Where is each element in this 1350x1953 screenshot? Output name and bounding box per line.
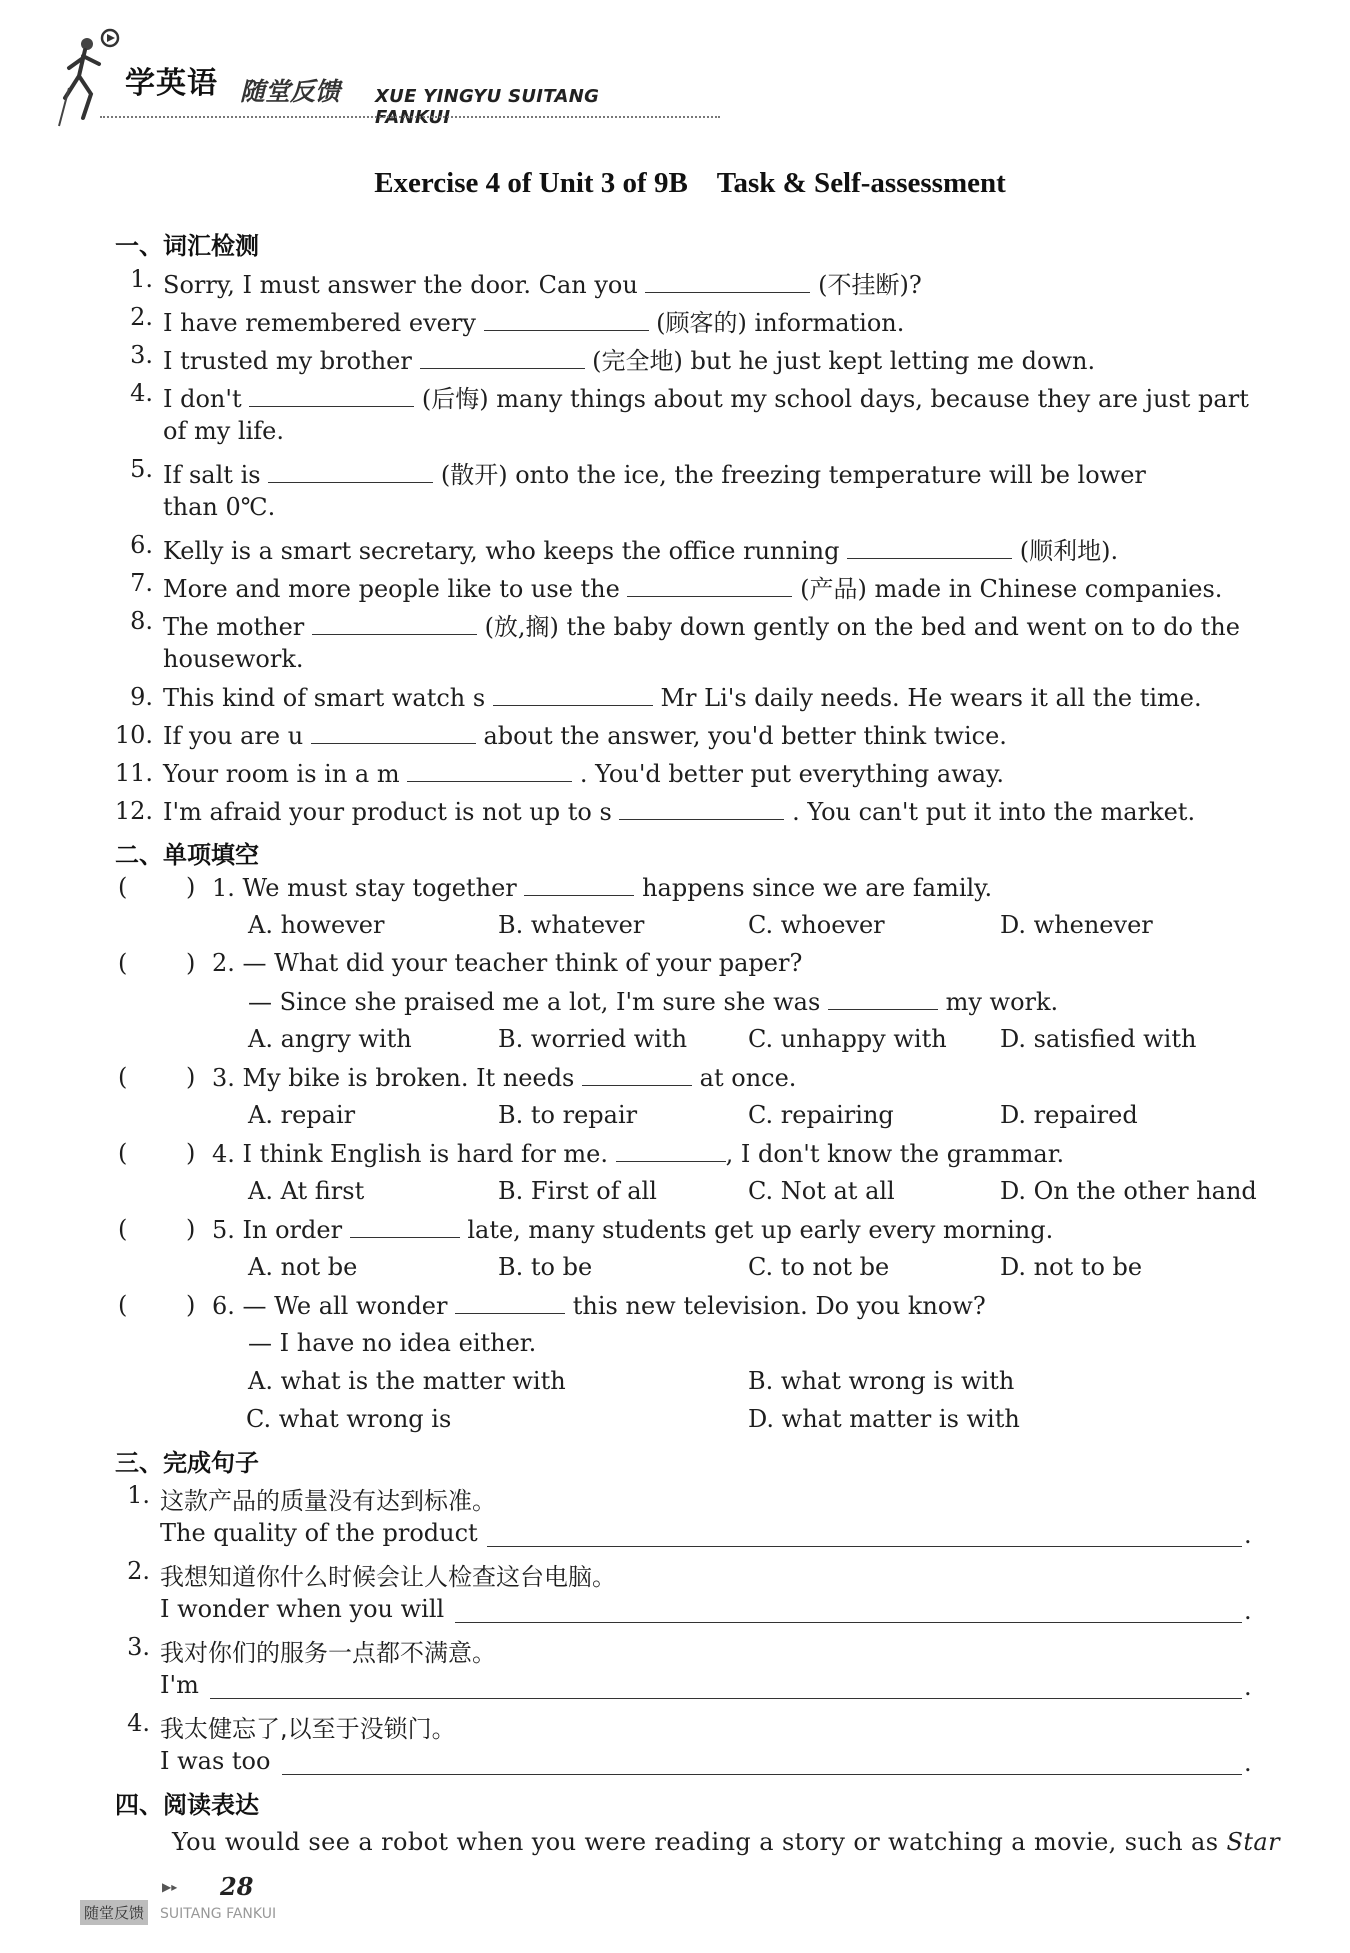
mc-question-4 xyxy=(212,1139,1064,1168)
question-text: 4. I think English is hard for me. xyxy=(212,1140,609,1168)
mc-question-6-reply: — I have no idea either. xyxy=(248,1329,537,1357)
answer-paren-close: ) xyxy=(186,1139,196,1167)
complete-cn-1: 这款产品的质量没有达到标准。 xyxy=(160,1487,496,1515)
answer-paren-open: ( xyxy=(118,1063,128,1091)
answer-blank[interactable] xyxy=(350,1215,460,1238)
item-hint: (完全地) but he just kept letting me down. xyxy=(592,347,1096,375)
period: . xyxy=(1244,1597,1252,1625)
option-a[interactable]: A. angry with xyxy=(248,1025,412,1053)
vocab-item-12 xyxy=(163,797,1195,826)
complete-cn-4: 我太健忘了,以至于没锁门。 xyxy=(160,1715,456,1743)
item-text: Kelly is a smart secretary, who keeps the office running xyxy=(163,537,840,565)
option-b[interactable]: B. to be xyxy=(498,1253,593,1281)
item-number: 12. xyxy=(114,797,153,825)
answer-paren-open: ( xyxy=(118,1215,128,1243)
answer-blank[interactable] xyxy=(268,460,433,483)
reading-text: You would see a robot when you were reading a story or watching a movie, such as xyxy=(172,1828,1219,1856)
reading-italic: Star xyxy=(1226,1828,1280,1856)
mc-question-5 xyxy=(212,1215,1053,1244)
item-continuation: of my life. xyxy=(163,417,284,445)
item-hint: (不挂断)? xyxy=(818,271,922,299)
option-a[interactable]: A. not be xyxy=(248,1253,358,1281)
option-c[interactable]: C. what wrong is xyxy=(246,1405,452,1433)
vocab-item-1 xyxy=(163,265,922,300)
item-continuation: housework. xyxy=(163,645,304,673)
item-hint: Mr Li's daily needs. He wears it all the time. xyxy=(660,684,1202,712)
question-text: — Since she praised me a lot, I'm sure she was xyxy=(248,988,821,1016)
option-a[interactable]: A. repair xyxy=(248,1101,356,1129)
reading-paragraph xyxy=(172,1828,1280,1856)
option-b[interactable]: B. worried with xyxy=(498,1025,688,1053)
mc-question-2: 2. — What did your teacher think of your paper? xyxy=(212,949,803,977)
answer-blank[interactable] xyxy=(645,270,810,293)
question-text: late, many students get up early every morning. xyxy=(467,1216,1054,1244)
page-number: 28 xyxy=(220,1872,254,1901)
item-text: This kind of smart watch s xyxy=(163,684,486,712)
section-heading-mc: 二、单项填空 xyxy=(115,841,259,869)
complete-en-1: The quality of the product xyxy=(160,1519,478,1547)
question-text: this new television. Do you know? xyxy=(572,1292,986,1320)
complete-en-4: I was too xyxy=(160,1747,271,1775)
item-number: 1. xyxy=(127,1481,150,1509)
option-d[interactable]: D. what matter is with xyxy=(748,1405,1020,1433)
footer-en: SUITANG FANKUI xyxy=(160,1906,277,1922)
item-text: The mother xyxy=(163,613,305,641)
complete-en-2: I wonder when you will xyxy=(160,1595,445,1623)
answer-line[interactable] xyxy=(210,1697,1242,1699)
period: . xyxy=(1244,1749,1252,1777)
item-hint: (散开) onto the ice, the freezing temperature will be lower xyxy=(440,461,1146,489)
period: . xyxy=(1244,1673,1252,1701)
complete-cn-3: 我对你们的服务一点都不满意。 xyxy=(160,1639,496,1667)
option-d[interactable]: D. satisfied with xyxy=(1000,1025,1197,1053)
option-c[interactable]: C. unhappy with xyxy=(748,1025,947,1053)
vocab-item-2 xyxy=(163,303,904,338)
vocab-item-6 xyxy=(163,531,1118,566)
answer-blank[interactable] xyxy=(311,721,476,744)
header-cn-subtitle: 随堂反馈 xyxy=(240,77,341,106)
runner-logo-icon xyxy=(55,28,135,128)
item-hint: (顺利地). xyxy=(1019,537,1119,565)
answer-blank[interactable] xyxy=(847,536,1012,559)
answer-blank[interactable] xyxy=(455,1291,565,1314)
item-number: 10. xyxy=(114,721,153,749)
item-text: I trusted my brother xyxy=(163,347,412,375)
option-c[interactable]: C. Not at all xyxy=(748,1177,895,1205)
vocab-item-7 xyxy=(163,569,1222,604)
item-number: 5. xyxy=(130,455,153,483)
option-c[interactable]: C. whoever xyxy=(748,911,885,939)
period: . xyxy=(1244,1521,1252,1549)
answer-blank[interactable] xyxy=(524,873,634,896)
answer-blank[interactable] xyxy=(407,759,572,782)
item-text: Your room is in a m xyxy=(163,760,400,788)
item-number: 11. xyxy=(114,759,153,787)
item-number: 2. xyxy=(127,1557,150,1585)
item-number: 6. xyxy=(130,531,153,559)
option-a[interactable]: A. At first xyxy=(248,1177,365,1205)
vocab-item-5 xyxy=(163,455,1146,490)
answer-blank[interactable] xyxy=(627,574,792,597)
option-b[interactable]: B. whatever xyxy=(498,911,645,939)
mc-question-2-reply xyxy=(248,987,1058,1016)
option-b[interactable]: B. First of all xyxy=(498,1177,657,1205)
complete-cn-2: 我想知道你什么时候会让人检查这台电脑。 xyxy=(160,1563,616,1591)
vocab-item-3 xyxy=(163,341,1095,376)
footer-tag: 随堂反馈 xyxy=(80,1900,148,1925)
item-number: 4. xyxy=(130,379,153,407)
answer-line[interactable] xyxy=(455,1621,1242,1623)
item-continuation: than 0℃. xyxy=(163,493,276,521)
item-text: I'm afraid your product is not up to s xyxy=(163,798,612,826)
answer-line[interactable] xyxy=(487,1545,1242,1547)
question-text: my work. xyxy=(945,988,1059,1016)
vocab-item-8 xyxy=(163,607,1240,642)
item-text: I have remembered every xyxy=(163,309,476,337)
header-cn-title: 学英语 xyxy=(125,66,218,101)
answer-paren-close: ) xyxy=(186,949,196,977)
item-text: I don't xyxy=(163,385,242,413)
question-text: 6. — We all wonder xyxy=(212,1292,448,1320)
item-number: 8. xyxy=(130,607,153,635)
section-heading-vocab: 一、词汇检测 xyxy=(115,232,259,260)
item-number: 9. xyxy=(130,683,153,711)
mc-question-6 xyxy=(212,1291,986,1320)
item-text: Sorry, I must answer the door. Can you xyxy=(163,271,638,299)
item-number: 4. xyxy=(127,1709,150,1737)
page-title: Exercise 4 of Unit 3 of 9B Task & Self-assessment xyxy=(374,167,1006,199)
item-hint: about the answer, you'd better think twice. xyxy=(483,722,1007,750)
answer-blank[interactable] xyxy=(616,1139,726,1162)
complete-en-3: I'm xyxy=(160,1671,199,1699)
answer-blank[interactable] xyxy=(493,683,653,706)
item-hint: (放,搁) the baby down gently on the bed and went on to do the xyxy=(484,613,1240,641)
vocab-item-9 xyxy=(163,683,1202,712)
option-b[interactable]: B. to repair xyxy=(498,1101,638,1129)
item-text: If salt is xyxy=(163,461,261,489)
item-number: 7. xyxy=(130,569,153,597)
answer-paren-close: ) xyxy=(186,873,196,901)
answer-blank[interactable] xyxy=(582,1063,692,1086)
option-c[interactable]: C. repairing xyxy=(748,1101,894,1129)
vocab-item-10 xyxy=(163,721,1007,750)
answer-paren-close: ) xyxy=(186,1291,196,1319)
option-c[interactable]: C. to not be xyxy=(748,1253,890,1281)
answer-paren-open: ( xyxy=(118,1139,128,1167)
item-number: 3. xyxy=(130,341,153,369)
question-text: 3. My bike is broken. It needs xyxy=(212,1064,575,1092)
option-a[interactable]: A. however xyxy=(248,911,385,939)
option-d[interactable]: D. repaired xyxy=(1000,1101,1138,1129)
item-hint: . You can't put it into the market. xyxy=(792,798,1196,826)
answer-paren-open: ( xyxy=(118,1291,128,1319)
item-hint: (顾客的) information. xyxy=(656,309,905,337)
option-d[interactable]: D. On the other hand xyxy=(1000,1177,1257,1205)
question-text: 5. In order xyxy=(212,1216,343,1244)
mc-question-1 xyxy=(212,873,992,902)
question-text: happens since we are family. xyxy=(642,874,993,902)
option-d[interactable]: D. not to be xyxy=(1000,1253,1143,1281)
page-arrows-icon: ▶▸ xyxy=(162,1880,178,1894)
section-heading-complete: 三、完成句子 xyxy=(115,1449,259,1477)
item-number: 2. xyxy=(130,303,153,331)
item-text: If you are u xyxy=(163,722,304,750)
answer-paren-close: ) xyxy=(186,1215,196,1243)
answer-blank[interactable] xyxy=(484,308,649,331)
header-divider xyxy=(100,116,720,118)
answer-paren-close: ) xyxy=(186,1063,196,1091)
answer-blank[interactable] xyxy=(312,612,477,635)
option-a[interactable]: A. what is the matter with xyxy=(248,1367,566,1395)
header xyxy=(55,28,675,133)
answer-paren-open: ( xyxy=(118,949,128,977)
question-text: , I don't know the grammar. xyxy=(725,1140,1065,1168)
section-heading-reading: 四、阅读表达 xyxy=(115,1791,259,1819)
mc-question-3 xyxy=(212,1063,796,1092)
option-d[interactable]: D. whenever xyxy=(1000,911,1153,939)
header-en-title: XUE YINGYU SUITANG FANKUI xyxy=(375,86,600,128)
answer-blank[interactable] xyxy=(249,384,414,407)
item-hint: (后悔) many things about my school days, because they are just part xyxy=(421,385,1249,413)
item-number: 1. xyxy=(130,265,153,293)
vocab-item-4 xyxy=(163,379,1249,414)
question-text: at once. xyxy=(699,1064,797,1092)
vocab-item-11 xyxy=(163,759,1004,788)
answer-blank[interactable] xyxy=(619,797,784,820)
item-number: 3. xyxy=(127,1633,150,1661)
item-text: More and more people like to use the xyxy=(163,575,620,603)
question-text: 1. We must stay together xyxy=(212,874,517,902)
option-b[interactable]: B. what wrong is with xyxy=(748,1367,1015,1395)
item-hint: . You'd better put everything away. xyxy=(579,760,1005,788)
answer-line[interactable] xyxy=(282,1773,1242,1775)
item-hint: (产品) made in Chinese companies. xyxy=(800,575,1223,603)
answer-blank[interactable] xyxy=(420,346,585,369)
answer-paren-open: ( xyxy=(118,873,128,901)
answer-blank[interactable] xyxy=(828,987,938,1010)
